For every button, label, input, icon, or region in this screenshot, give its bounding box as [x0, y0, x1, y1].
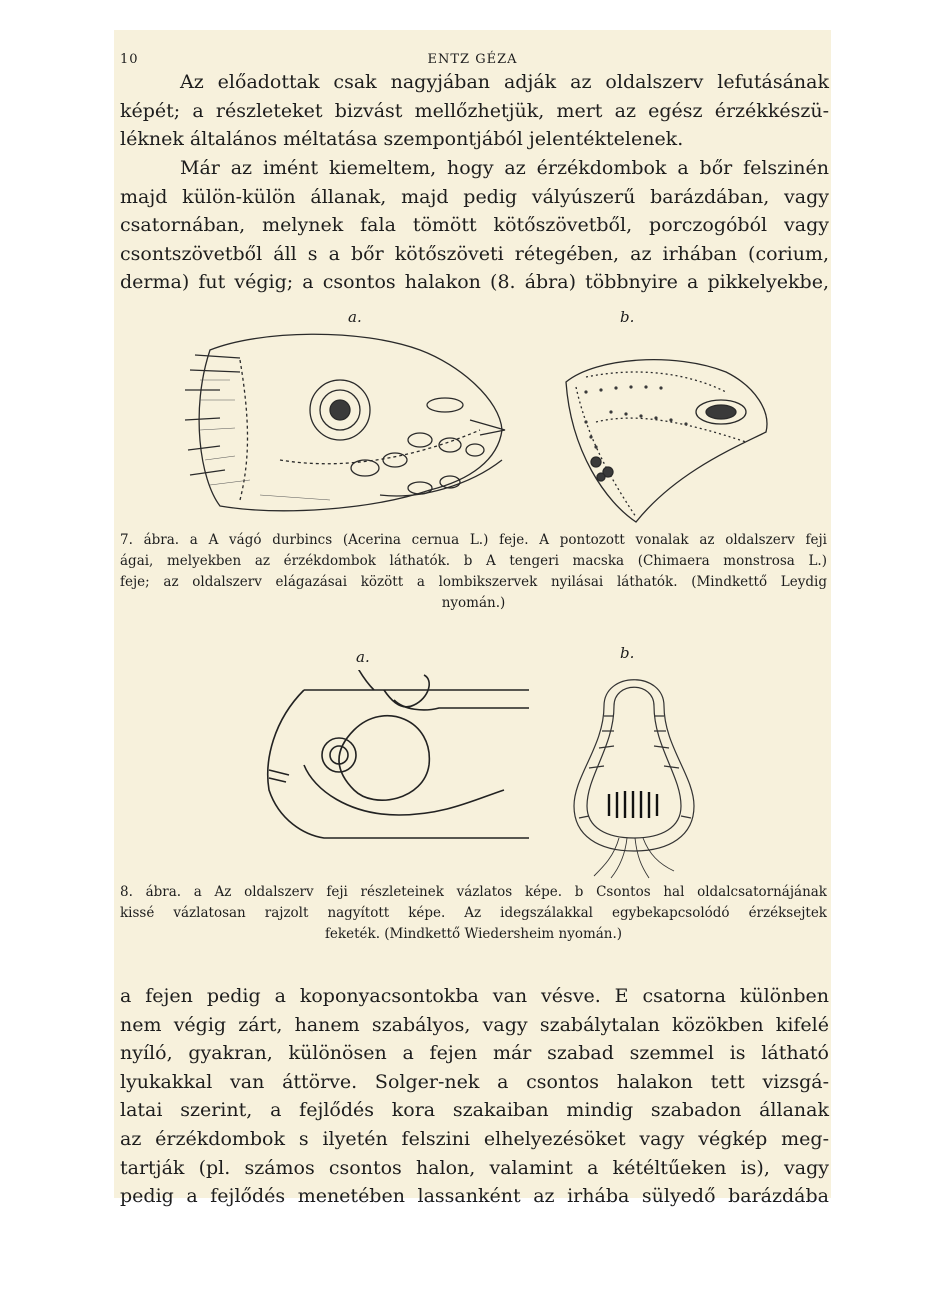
figure8-label-a: a. [356, 648, 370, 666]
text-line: tartják (pl. számos csontos halon, valamint a kétéltűeken is), vagy [120, 1156, 829, 1179]
text-line: a fejen pedig a koponyacsontokba van vésve. E csatorna különben [120, 985, 829, 1007]
lateral-line-diagram-a [264, 670, 534, 850]
text-line: Már az imént kiemeltem, hogy az érzékdombok a bőr felszinén [180, 157, 829, 179]
text-line: latai szerint, a fejlődés kora szakaiban mindig szabadon állanak [120, 1099, 829, 1122]
text-line: csontszövetből áll s a bőr kötőszöveti rétegében, az irhában (corium, [120, 242, 829, 265]
caption-line: 8. ábra. a Az oldalszerv feji részleteinek vázlatos képe. b Csontos hal oldalcsatornájának [120, 884, 827, 900]
fish-head-a-illustration [180, 310, 510, 522]
figure7-caption [120, 530, 827, 614]
caption-line: ágai, melyekben az érzékdombok láthatók. b A tengeri macska (Chimaera monstrosa L.) [120, 553, 827, 569]
text-line: Az előadottak csak nagyjában adják az oldalszerv lefutásának [180, 71, 829, 93]
figure7-label-a: a. [348, 308, 362, 326]
text-line: léknek általános méltatása szempontjából jelentéktelenek. [120, 128, 684, 151]
caption-line: feketék. (Mindkettő Wiedersheim nyomán.) [324, 926, 623, 942]
fish-head-b-illustration [556, 352, 776, 524]
text-line: derma) fut végig; a csontos halakon (8. ábra) többnyire a pikkelyekbe, [120, 271, 829, 294]
figure8-label-b: b. [620, 644, 635, 662]
paragraph-2 [120, 154, 829, 297]
text-line: lyukakkal van áttörve. Solger-nek a csontos halakon tett vizsgá- [120, 1070, 829, 1093]
figure8-caption [120, 882, 827, 945]
caption-line: nyomán.) [441, 595, 506, 611]
paragraph-3 [120, 982, 829, 1211]
text-line: képét; a részleteket bizvást mellőzhetjük, mert az egész érzékkészü- [120, 99, 829, 122]
lateral-canal-diagram-b [569, 666, 699, 881]
caption-line: 7. ábra. a A vágó durbincs (Acerina cernua L.) feje. A pontozott vonalak az oldalszerv feji [120, 532, 827, 548]
text-line: nem végig zárt, hanem szabályos, vagy szabálytalan közökben kifelé [120, 1013, 829, 1036]
book-page [114, 30, 831, 1208]
figure7-label-b: b. [620, 308, 635, 326]
text-line: az érzékdombok s ilyetén felszini elhelyezésöket vagy végkép meg- [120, 1127, 829, 1150]
paragraph-1 [120, 68, 829, 154]
caption-line: feje; az oldalszerv elágazásai között a lombikszervek nyilásai láthatók. (Mindkettő Leydig [120, 574, 827, 590]
text-line: nyíló, gyakran, különösen a fejen már szabad szemmel is látható [120, 1042, 829, 1065]
text-line: csatornában, melynek fala tömött kötőszövetből, porczogóból vagy [120, 214, 829, 237]
text-line: pedig a fejlődés menetében lassanként az irhába sülyedő barázdába [120, 1185, 829, 1208]
page-number: 10 [120, 52, 139, 67]
text-line: majd külön-külön állanak, majd pedig vályúszerű barázdában, vagy [120, 185, 829, 208]
caption-line: kissé vázlatosan rajzolt nagyított képe. Az idegszálakkal egybekapcsolódó érzéksejtek [120, 905, 827, 921]
running-head: ENTZ GÉZA [427, 52, 518, 67]
